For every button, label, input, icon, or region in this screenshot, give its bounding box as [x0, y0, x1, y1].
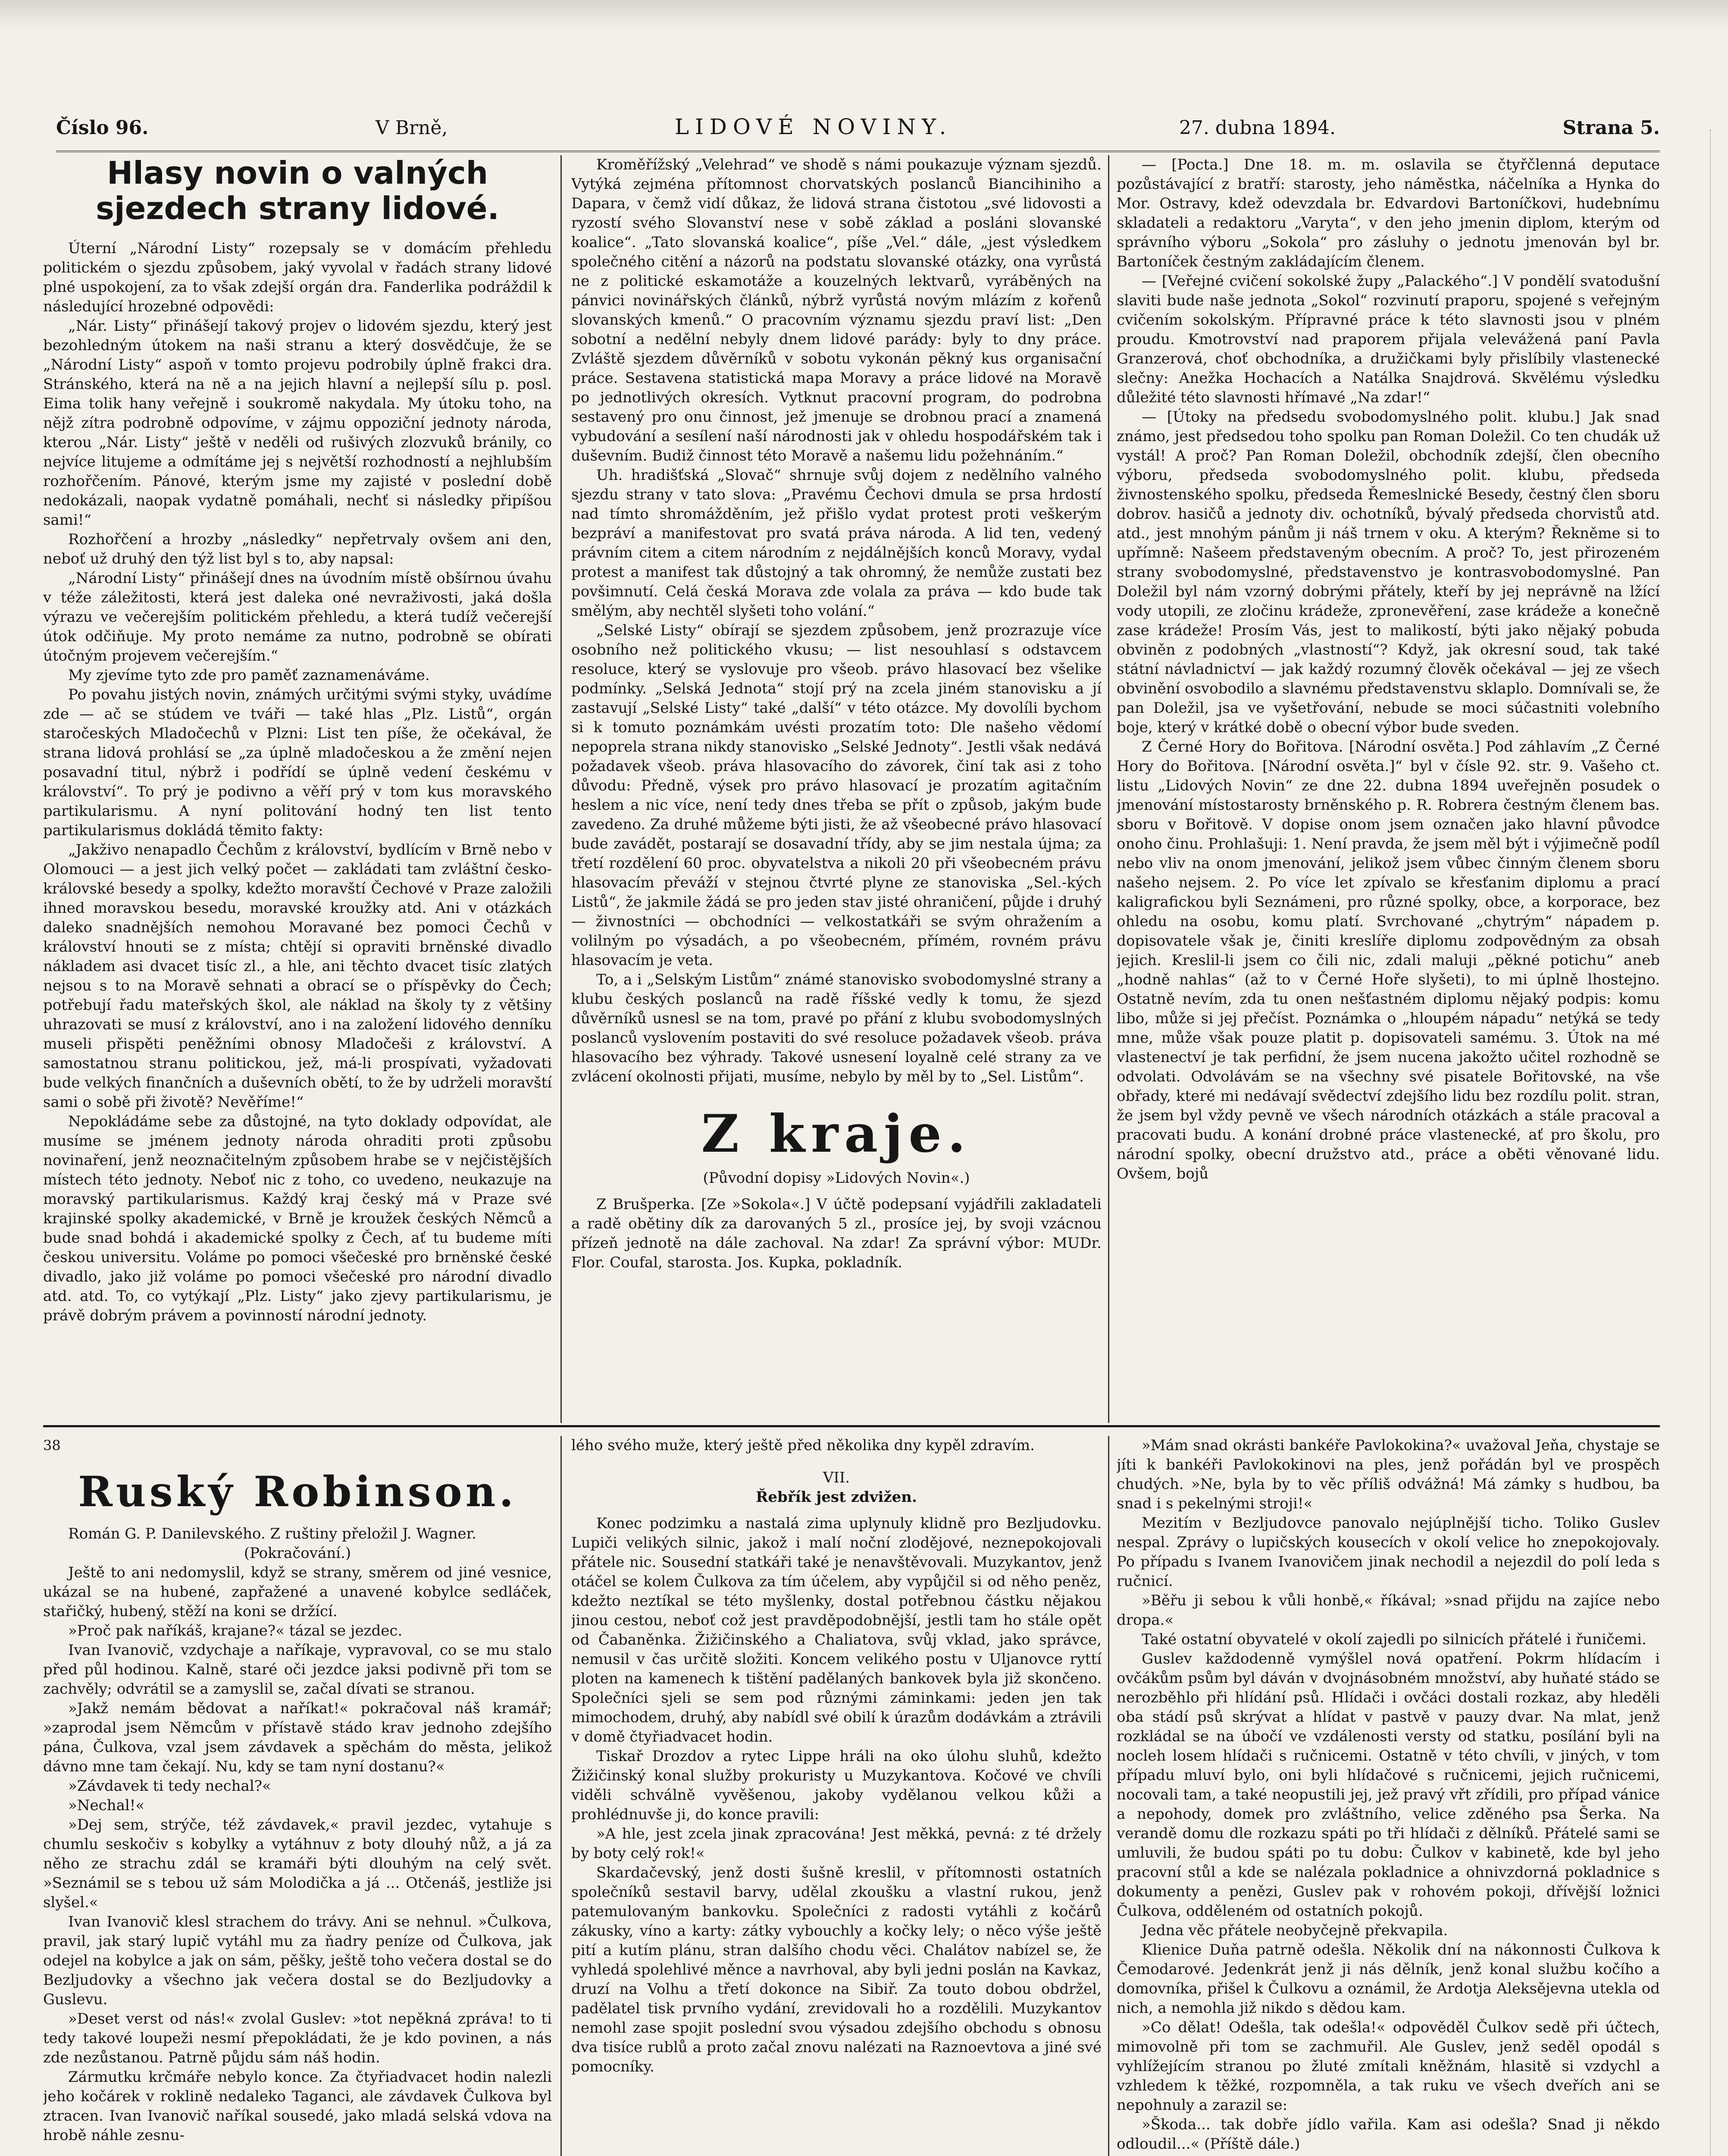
- paragraph: Rozhořčení a hrozby „následky“ nepřetrvaly ovšem ani den, neboť už druhý den týž list byl s to, aby napsal:: [43, 531, 552, 567]
- paragraph: Kroměřížský „Velehrad“ ve shodě s námi poukazuje význam sjezdů. Vytýká zejména přítomnost chorvatských poslanců Biancihiniho a Dapara, v čemž vidí důkaz, že lidová strana čistotou „své lidovosti a ryzostí svého Slovanství nese v sobě základ a posláni slovanské koalice“. „Tato slovanská koalice“, píše „Vel.“ dále, „jest výsledkem společného citění a názorů na podstatu slovanské otázky, ona vyrůstá ne z politické eskamotáže a kouzelných lektvarů, vyráběných na pánvici novinářských článků, nýbrž vyrůstá novým mlázím z kořenů slovanských kmenů.“ O pracovním významu sjezdu praví list: „Den sobotní a nedělní nebyly dnem lidové parády: byly to dny práce. Zvláště sjezdem důvěrníků v sobotu vykonán pěkný kus organisační práce. Sestavena statistická mapa Moravy a práce lidové na Moravě po jednotlivých okresích. Vytknut pracovní program, do podrobna sestavený pro onu činnost, jež jmenuje se drobnou prací a znamená vybudování a sesílení naší národnosti jak v ohledu hospodářském tak i duševním. Budiž činnost této Moravě a našemu lidu požehnáním.“: [571, 156, 1102, 464]
- margin-marks: [1705, 129, 1711, 2156]
- column-rule: [560, 1436, 562, 2156]
- column-1: [43, 155, 552, 1414]
- paragraph: »Nechal!«: [68, 1797, 145, 1814]
- feuilleton-column-3: [1117, 1436, 1660, 2156]
- paragraph: »Proč pak naříkáš, krajane?« tázal se jezdec.: [68, 1622, 403, 1639]
- article-headline: Hlasy novin o valných sjezdech strany lidové.: [96, 155, 499, 226]
- paragraph: Guslev každodenně vymýšlel nová opatření. Pokrm hlídacím i ovčákům psům byl dáván v dvojnásobném množství, aby huňaté stádo se nerozběhlo při hlídání psů. Hlídači i ovčáci dostali rozkaz, aby hleděli oba stádí psů skrývat a hlídat v pastvě v pauzy dvar. Na mlat, jenž rozkládal se na úbočí ve vzdálenosti versty od statku, posílání byli na nocleh losem hlídači s ručnicemi. Ostatně v této chvíli, v jiných, v tom případu mluví bylo, oni byli hlídačové s ručnicemi, jejich ručnicemi, nocovali tam, a také neopustili jej, jež pravý vřt zřídili, pro případ vánice a nepohody, domek pro zvláštního, velice zděného psa Šerka. Na verandě domu dle rozkazu spáti po tři hlídači z dělníků. Přátelé sami se umluvili, že budou spáti po tu dobu: Čulkov v kabinetě, kde byl jeho pracovní stůl a kde se nalézala pokladnice a ohnivzdorná pokladnice s dokumenty a penězi, Guslev pak v rohovém pokoji, dřívější ložnici Čulkova, odděleném od ostatních pokojů.: [1117, 1650, 1660, 1920]
- paragraph: „Nár. Listy“ přinášejí takový projev o lidovém sjezdu, který jest bezohledným útokem na naši stranu a který dosvědčuje, že se „Národní Listy“ aspoň v tomto projevu podrobily úplně frakci dra. Stránského, která na ně a na jejich hlavní a nejlepší sílu p. posl. Eima tolik hany veřejně i soukromě nakydala. My útoku toho, na nějž zítra podrobně odpovíme, v zájmu oppoziční jednoty národa, kterou „Nár. Listy“ ještě v neděli od rušivých zlozvuků bránily, co nejvíce litujeme a odmítáme jej s největší rozhodností a nejhlubším rozhořčením. Pánové, kterým jsme my zajisté v poslední době nedokázali, naopak vydatně pomáhali, nechť si následky připíšou sami!“: [43, 317, 552, 529]
- paragraph: To, a i „Selským Listům“ známé stanovisko svobodomyslné strany a klubu českých poslanců na radě říšské vedly k tomu, že sjezd důvěrníků usnesl se na tom, pravé po přání z klubu svobodomyslných poslanců vyslovením postaviti do své resoluce požadavek všeob. práva hlasovacího bez výhrady. Takové usnesení loyalně celé strany za ve zvlácení okolnosti přijati, musíme, nebylo by měl by to „Sel. Listům“.: [571, 971, 1102, 1085]
- paragraph: Jedna věc přátele neobyčejně překvapila.: [1142, 1922, 1448, 1939]
- column-rule: [1108, 155, 1109, 1423]
- paragraph: »Závdavek ti tedy nechal?«: [68, 1777, 271, 1795]
- paragraph: Mezitím v Bezljudovce panovalo nejúplnější ticho. Toliko Guslev nespal. Zprávy o lupičských kousecích v okolí velice ho znepokojovaly. Po případu s Ivanem Ivanovičem jinak nechodil a nejezdil do polí leda s ručnicí.: [1117, 1514, 1660, 1590]
- paragraph: Zármutku krčmáře nebylo konce. Za čtyřiadvacet hodin nalezli jeho kočárek v roklině nedaleko Taganci, ale závdavek Čulkova byl ztracen. Ivan Ivanovič naříkal sousedé, jako mladá selská vdova na hrobě náhle zesnu-: [43, 2068, 552, 2144]
- paragraph: »Běřu ji sebou k vůli honbě,« říkával; »snad přijdu na zajíce nebo dropa.«: [1117, 1592, 1660, 1629]
- paragraph: Ještě to ani nedomyslil, když se strany, směrem od jiné vesnice, ukázal se na hubené, zapřažené a unavené kobylce sedláček, stařičký, hubený, stěží na koni se držící.: [43, 1564, 552, 1620]
- column-2: [571, 155, 1102, 1414]
- column-rule: [560, 155, 562, 1423]
- feuilleton-continued: (Pokračování.): [244, 1545, 351, 1562]
- chapter-number: VII.: [823, 1469, 850, 1486]
- paragraph: Nepokládáme sebe za důstojné, na tyto doklady odpovídat, ale musíme se jménem jednoty národa ohraditi proti způsobu novinaření, jenž neoznačitelným způsobem hrabe se v nejčistějších místech této jednoty. Neboť nic z toho, co uvedeno, neukazuje na moravský partikularismus. Každý kraj český má v Praze své krajinské spolky akademické, v Brně je kroužek českých Němců a bude snad bohdá i akademické spolky z Čech, ať tu budeme míti českou universitu. Voláme po pomoci všečeské pro brněnské české divadlo, jako již voláme po pomoci všečeské pro národní divadlo atd. atd. To, co vytýkají „Plz. Listy“ jako zjevy partikularismu, je právě dobrým právem a povinností národní jednoty.: [43, 1113, 552, 1324]
- paragraph: — [Pocta.] Dne 18. m. m. oslavila se čtyřčlenná deputace pozůstávající z bratří: starosty, jeho náměstka, náčelníka a Hynka do Mor. Ostravy, kdež odevzdala br. Edvardovi Bartoníčkovi, hudebnímu skladateli a redaktoru „Varyta“, v den jeho jmenin diplom, kterým od správního výboru „Sokola“ pro zásluhy o jednotu jmenován byl br. Bartoníček čestným zakládajícím členem.: [1117, 156, 1660, 270]
- paragraph: »Co dělat! Odešla, tak odešla!« odpověděl Čulkov sedě při účtech, mimovolně při tom se zachmuřil. Ale Guslev, jenž seděl opodál s vyhlížejícím stranou po žluté zmítali kněžnám, hlasitě si vzdychl a vzhledem k těžké, rozpomněla, a tak ruku ve všech dveřích ani se nepohnuly a zarazil se:: [1117, 2019, 1660, 2114]
- paragraph: My zjevíme tyto zde pro paměť zaznamenáváme.: [68, 667, 430, 684]
- chapter-title: Řebřík jest zdvižen.: [756, 1489, 917, 1506]
- column-3: [1117, 155, 1660, 1414]
- paragraph: »Jakž nemám bědovat a naříkat!« pokračoval náš kramář; »zaprodal jsem Němcům v přístavě stádo krav jednoho zdejšího pána, Čulkova, vzal jsem závdavek a spěchám do města, jelikož dávno mne tam čekají. Nu, kdy se tam nyní dostanu?«: [43, 1700, 552, 1775]
- feuilleton-byline: Román G. P. Danilevského. Z ruštiny přeložil J. Wagner.: [68, 1525, 476, 1542]
- masthead-city: V Brně,: [375, 117, 448, 139]
- issue-number: Číslo 96.: [56, 117, 149, 139]
- paragraph: Z Černé Hory do Bořitova. [Národní osvěta.] Pod záhlavím „Z Černé Hory do Bořitova. [Národní osvěta.]“ byl v čísle 92. str. 9. Vašeho ct. listu „Lidových Novin“ ze dne 22. dubna 1894 uveřejněn posudek o jmenování místostarosty brněnského p. R. Robrera čestným členem bas. sboru v Bořitově. V dopise onom jsem označen jako hlavní původce onoho činu. Prohlašuji: 1. Není pravda, že jsem měl být i výjimečně podíl nebo vliv na onom jmenování, jelikož jsem vůbec činným členem sboru našeho nejsem. 2. Po více let zpívalo se křesťanim diplomu a prací kaligrafickou byli Seznámeni, pro různé spolky, obce, a korporace, bez ohledu na osobu, komu platí. Svrchované „chytrým“ nápadem p. dopisovatele však je, činiti kreslíře diplomu zodpovědným za obsah jejich. Kreslil-li jsem co čili nic, zdali maluji „pěkné potichu“ aneb „hodně nahlas“ (až to v Černé Hoře slyšeti), to mi úplně lhostejno. Ostatně nevím, zda tu onen nešťastném diplomu nějaký podpis: komu libo, může si jej přečíst. Poznámka o „hloupém nápadu“ netýká se tedy mne, může však pouze platit p. dopisovateli samému. 3. Útok na mé vlastenectví je tak perfidní, že jsem nucena jakožto učitel rozhodně se odvolati. Odvolávám se na všechny své pisatele Bořitovské, na vše obřady, které mi nedávají svědectví zdejšího lidu bez rozdílu polit. stran, že jsem byl vždy pevně ve všech národních otázkách a stále pracoval a pracovati budu. A konání drobné práce vlastenecké, ať pro školu, pro národní spolky, obecní družstvo atd., práce a oběti věnované lidu. Ovšem, bojů: [1117, 738, 1660, 1182]
- section-subtitle: (Původní dopisy »Lidových Novin«.): [703, 1169, 970, 1187]
- paragraph: — [Veřejné cvičení sokolské župy „Palackého“.] V pondělí svatodušní slaviti bude naše jednota „Sokol“ rozvinutí praporu, spojené s veřejným cvičením sokolským. Přípravné práce k této slavnosti jsou v plném proudu. Kmotrovství nad praporem přijala velevážená paní Pavla Granzerová, choť obchodníka, a družičkami byly přislíbily vlastenecké slečny: Anežka Hochacích a Natálka Snajdrová. Skvělému výsledku důležité této slavnosti hřímavé „Na zdar!“: [1117, 273, 1660, 406]
- scan-edge: [0, 0, 1728, 30]
- page-number: Strana 5.: [1562, 117, 1660, 139]
- feuilleton-title: Ruský Robinson.: [78, 1467, 517, 1516]
- paragraph: — [Útoky na předsedu svobodomyslného polit. klubu.] Jak snad známo, jest předsedou toho spolku pan Roman Doležil. Co ten chudák už vystál! A proč? Pan Roman Doležil, obchodník zdejší, člen obecního výboru, předseda svobodomyslného polit. klubu, předseda živnostenského spolku, předseda Řemeslnické Besedy, čestný člen sboru dobrov. hasičů a jednoty div. ochotníků, bývalý předseda chorvistů atd. atd., jest mnohým pánům ji náš trnem v oku. A kterým? Řekněme si to upřímně: Našeem představeným obecním. A proč? To, jest přirozeném strany svobodomyslné, představenstvo je kontrasvobodomyslné. Pan Doležil byl nám vzorný dobrými přátely, kteří by jej neprávně na lžící vody utopili, ze zločinu krádeže, zpronevěření, zase krádeže a konečně zase krádeže! Prosím Vás, jest to malikostí, býti jako nějaký pobuda obviněn z podobných „vlastností“? Když, jak okresní soud, tak také státní návladnictví — jak každý rozumný člověk očekával — jej ze všech obvinění osvobodilo a slavnému představenstvu sklaplo. Domnívali se, že pan Doležil, jsa ve vyšetřování, nebude se moci súčastniti volebního boje, který v krátké době o obecní výbor bude sveden.: [1117, 408, 1660, 736]
- paragraph: „Selské Listy“ obírají se sjezdem způsobem, jenž prozrazuje více osobního než politického vkusu; — list nesouhlasí s odstavcem resoluce, který se vyslovuje pro všeob. právo hlasovací bez všelike podmínky. „Selská Jednota“ stojí prý na zcela jiném stanovisku a jí zastavují „Selské Listy“ také „další“ v této otázce. My dovolíli bychom si k tomuto poznámkám uvésti prozatím toto: Dle našeho vědomí nepoprela strana nikdy stanovisko „Selské Jednoty“. Jestli však nedává požadavek všeob. práva hlasovacího do závorek, činí tak asi z toho důvodu: Předně, výsek pro právo hlasovací je prozatím agitačním heslem a nic více, není tedy dnes třeba se přít o způsob, jakým bude zavedeno. Za druhé můžeme býti jisti, že až všeobecné právo hlasovací bude zavádět, postarají se dosavadní třídy, aby se jim nestala újma; za třetí rozdělení 60 proc. obyvatelstva a nikoli 20 při všeobecném právu hlasovacím převáží v stejnou čtvrté plyne ze stanoviska „Sel.-kých Listů“, že jakmile žádá se pro jeden stav jisté ohraničení, půjde i druhý — živnostníci — obchodníci — velkostatkáři se svým ohražením a volilným po výsadách, a po všeobecném, přímém, rovném právu hlasovacím je veta.: [571, 622, 1102, 969]
- paragraph: Ivan Ivanovič, vzdychaje a naříkaje, vypravoval, co se mu stalo před půl hodinou. Kalně, staré oči jezdce jaksi podivně při tom se zachvěly; odvrátil se a zamyslil se, začal dívati se stranou.: [43, 1642, 552, 1698]
- paragraph: Úterní „Národní Listy“ rozepsaly se v domácím přehledu politickém o sjezdu způsobem, jaký vyvolal v řadách strany lidové plné uspokojení, za to však zdejší orgán dra. Fanderlika podráždil k následující hrozebné odpovědi:: [43, 240, 552, 315]
- paragraph: Uh. hradišťská „Slovač“ shrnuje svůj dojem z nedělního valného sjezdu strany v tato slova: „Pravému Čechovi dmula se prsa hrdostí nad tímto shromážděním, jež přišlo vydat protest proti veškerým bezpráví a manifestovat pro svatá práva národa. A lid ten, vedený právním citem a citem národním z nejdálnějších konců Moravy, vydal protest a manifest tak důstojný a tak ohromný, že nemůže zustati bez povšimnutí. Celá česká Morava zde volala za práva — kdo bude tak smělým, aby nechtěl slyšeti toho volání.“: [571, 467, 1102, 620]
- paragraph: Klienice Duňa patrně odešla. Několik dní na nákonnosti Čulkova k Čemodarové. Jedenkrát jenž ji nás dělník, jenž konal službu kočího a domovníka, přišel k Čulkovu a oznámil, že Ardotja Aleksějevna utekla od nich, a nemohla již nikdo s dědou kam.: [1117, 1941, 1660, 2017]
- section-title: Z kraje.: [701, 1103, 972, 1164]
- masthead-date: 27. dubna 1894.: [1179, 117, 1336, 139]
- feuilleton-column-2: [571, 1436, 1102, 2156]
- feuilleton-rule: [43, 1425, 1660, 1427]
- paragraph: »Mám snad okrásti bankéře Pavlokokina?« uvažoval Jeňa, chystaje se jíti k bankéři Pavlokokinovi na ples, jenž pořádán byl ve prospěch chudých. »Ne, byla by to věc příliš odvážná! Má zámky s hudbou, ba snad i s pekelnými stroji!«: [1117, 1437, 1660, 1512]
- feuilleton-marker: 38: [43, 1437, 61, 1454]
- paragraph: Skardačevský, jenž dosti šušně kreslil, v přítomnosti ostatních společníků sestavil barvy, udělal zkoušku a vlastní rukou, jenž patemulovaným bankovku. Společníci z radosti vytáhli z kočárů zákusky, víno a karty: zátky vybouchly a kočky lely; o něco výše ještě pití a kutím plánu, stran dalšího chodu věci. Chalátov nabízel se, že vyhledá spolehlivé měnce a navrhoval, aby byli jedni poslán na Kavkaz, druzí na Volhu a třetí dokonce na Sibiř. Za touto dobou obdržel, padělatel tisk prvního vydání, zrevidovali ho a rozdělili. Muzykantov nemohl zase spojit poslední svou výsadou zdejšího obchodu s obnosu dva tisíce rublů a proto začal znovu nalézati na Raznoevtova a jiné své pomocníky.: [571, 1864, 1102, 2075]
- paragraph: Z Brušperka. [Ze »Sokola«.] V účtě podepsaní vyjádřili zakladateli a radě obětiny dík za darovaných 5 zl., prosíce jej, by svoji vzácnou přízeň jednotě na dále zachoval. Na zdar! Za správní výbor: MUDr. Flor. Coufal, starosta. Jos. Kupka, pokladník.: [571, 1196, 1102, 1271]
- paragraph: Ivan Ivanovič klesl strachem do trávy. Ani se nehnul. »Čulkova, pravil, jak starý lupič vytáhl mu za ňadry peníze od Čulkova, jak odejel na kobylce a jak on sám, pěšky, ještě toho večera dostal se do Bezljudovky a všechno jak večera dostal se do Bezljudovky a Guslevu.: [43, 1913, 552, 2008]
- paragraph: Také ostatní obyvatelé v okolí zajedli po silnicích přátelé i řuničemi.: [1142, 1631, 1647, 1648]
- feuilleton-column-1: [43, 1436, 552, 2156]
- paragraph: Po povahu jistých novin, známých určitými svými styky, uvádíme zde — ač se stúdem ve tváři — také hlas „Plz. Listů“, orgán staročeských Mladočechů v Plzni: List ten píše, že očekával, že strana lidová prohlásí se „za úplně mladočeskou a že změní nejen posavadní titul, nýbrž i podřídí se úplně vedení českému v království“. To prý je podivno a věří prý v tom kus moravského partikularismu. A nyní politování hodný ten list tento partikularismus dokládá těmito fakty:: [43, 686, 552, 839]
- paper-title: LIDOVÉ NOVINY.: [674, 114, 952, 139]
- paragraph: »Škoda... tak dobře jídlo vařila. Kam asi odešla? Snad ji někdo odloudil...« (Příště dále.): [1117, 2116, 1660, 2153]
- masthead: [56, 114, 1660, 152]
- paragraph: lého svého muže, který ještě před několika dny kypěl zdravím.: [571, 1437, 1035, 1454]
- paragraph: »Dej sem, strýče, též závdavek,« pravil jezdec, vytahuje s chumlu seskočiv s kobylky a vytáhnuv z boty dlouhý nůž, a já za něho ze strachu zdál se kramáři býti dlouhým na celý svět. »Seznámil se s tebou už sám Molodička a já ... Otčenáš, jestliže jsi slyšel.«: [43, 1816, 552, 1911]
- paragraph: „Národní Listy“ přinášejí dnes na úvodním místě obšírnou úvahu v téže záležitosti, která jest daleka oné nevraživosti, jaká došla výrazu ve večerejším politickém přehledu, a která tudíž večerejší útok odčiňuje. My proto nemáme za nutno, podrobně se obírati útočným projevem večerejším.“: [43, 570, 552, 664]
- paragraph: „Jakživo nenapadlo Čechům z království, bydlícím v Brně nebo v Olomouci — a jest jich velký počet — zakládati tam zvláštní česko-královské besedy a spolky, kdežto moravští Čechové v Praze založili ihned moravskou besedu, moravské kroužky atd. Ani v otázkách daleko snadnějších nemohou Moravané bez pomoci Čechů v království hnouti se z místa; chtějí si opraviti brněnské divadlo nákladem asi dvacet tisíc zl., a hle, ani těchto dvacet tisíc zlatých nejsou s to na Moravě sehnati a obrací se o příspěvky do Čech; potřebují řadu mateřských škol, ale náklad na školy ty z většiny uhrazovati se musí z království, ano i na založení lidového denníku museli přispěti peněžními obnosy Mladočeši z království. A samostatnou stranu politickou, jež, má-li prospívati, vyžadovati bude velkých finančních a duševních obětí, to že by udrželi moravští sami o sobě při životě? Nevěříme!“: [43, 841, 552, 1111]
- paragraph: »Deset verst od nás!« zvolal Guslev: »tot nepěkná zpráva! to ti tedy takové loupeži nesmí přepokládati, že je kdo povinen, a nás zde nezůstanou. Patrně půjdu sám náš hodin.: [43, 2010, 552, 2066]
- column-rule: [1108, 1436, 1109, 2156]
- paragraph: »A hle, jest zcela jinak zpracována! Jest měkká, pevná: z té držely by boty celý rok!«: [571, 1825, 1102, 1862]
- paragraph: Tiskař Drozdov a rytec Lippe hráli na oko úlohu sluhů, kdežto Žižičinský konal služby prokuristy u Muzykantova. Kočové ve chvíli viděli schválně vyvěšenou, jakoby vydělanou velkou kůži a prohlédnuvše ji, do konce pravili:: [571, 1748, 1102, 1823]
- paragraph: Konec podzimku a nastalá zima uplynuly klidně pro Bezljudovku. Lupiči velikých silnic, jakož i malí noční zlodějové, neznepokojovali přátele nic. Sousední statkáři také je nenavštěvovali. Muzykantov, jenž otáčel se kolem Čulkova za tím účelem, aby vypůjčil si od něho peněz, kdežto neztíkal se této myšlenky, dostal potřebnou částku nějakou jinou cestou, neboť což jest pravděpodobnější, jestli tam ho stále opět od Čabaněnka. Žižičinského a Chaliatova, svůj vklad, jako správce, nemusil v čas určitě složiti. Koncem velikého postu v Uljanovce ryttí ploten na kamenech k tištění padělaných bankovek byla již skončeno. Společníci sjeli se sem pod různými záminkami: jeden jen tak mimochodem, druhý, aby nabídl své obilí k úrazům dodávkám a ztrávili v domě čtyřiadvacet hodin.: [571, 1515, 1102, 1745]
